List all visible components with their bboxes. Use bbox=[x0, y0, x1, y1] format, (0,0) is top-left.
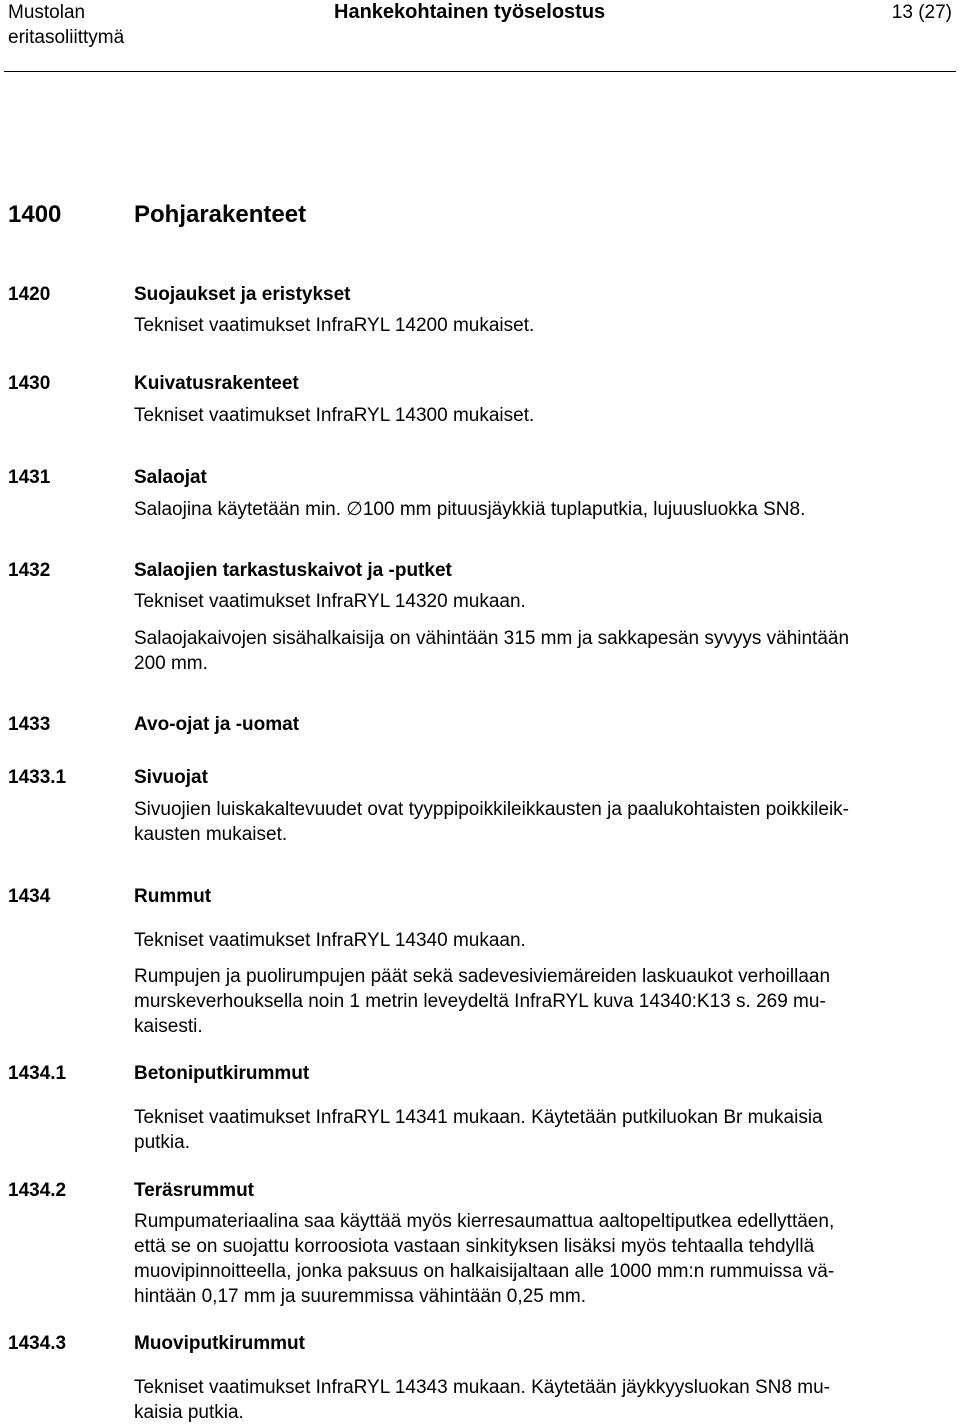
section-title-1400: Pohjarakenteet bbox=[134, 201, 307, 228]
text-line: Sivuojien luiskakaltevuudet ovat tyyppipoikkileikkausten ja paalukohtaisten poikkileik- bbox=[134, 799, 850, 820]
text-line: Tekniset vaatimukset InfraRYL 14343 mukaan. Käytetään jäykkyysluokan SN8 mu- bbox=[134, 1377, 830, 1398]
text-line: että se on suojattu korroosiota vastaan sinkityksen lisäksi myös tehtaalla tehdyllä bbox=[134, 1236, 815, 1257]
section-text-1434-1 bbox=[134, 1105, 823, 1155]
section-title-1431: Salaojat bbox=[134, 467, 207, 488]
section-number-1434-1: 1434.1 bbox=[8, 1063, 67, 1084]
section-text-1432-b bbox=[134, 626, 849, 676]
section-title-1434: Rummut bbox=[134, 886, 212, 907]
section-title-1433: Avo-ojat ja -uomat bbox=[134, 714, 300, 735]
section-text-1434-3 bbox=[134, 1375, 830, 1425]
section-text-1433-1 bbox=[134, 797, 849, 847]
text-line: hintään 0,17 mm ja suuremmissa vähintään 0,25 mm. bbox=[134, 1286, 586, 1307]
text-line: kaisesti. bbox=[134, 1016, 203, 1037]
section-number-1432: 1432 bbox=[8, 560, 51, 581]
section-number-1430: 1430 bbox=[8, 373, 51, 394]
section-title-1432: Salaojien tarkastuskaivot ja -putket bbox=[134, 560, 452, 581]
section-title-1434-3: Muoviputkirummut bbox=[134, 1333, 305, 1354]
section-number-1434: 1434 bbox=[8, 886, 51, 907]
text-line: 200 mm. bbox=[134, 653, 208, 674]
section-title-1434-2: Teräsrummut bbox=[134, 1180, 255, 1201]
text-line: kaisia putkia. bbox=[134, 1402, 244, 1423]
section-number-1431: 1431 bbox=[8, 467, 51, 488]
section-number-1434-3: 1434.3 bbox=[8, 1333, 67, 1354]
section-title-1433-1: Sivuojat bbox=[134, 767, 208, 788]
section-text-1420: Tekniset vaatimukset InfraRYL 14200 mukaiset. bbox=[134, 315, 535, 336]
text-line: Salaojakaivojen sisähalkaisija on vähintään 315 mm ja sakkapesän syvyys vähintään bbox=[134, 628, 850, 649]
text-line: Rumpumateriaalina saa käyttää myös kierresaumattua aaltopeltiputkea edellyttäen, bbox=[134, 1211, 835, 1232]
section-title-1430: Kuivatusrakenteet bbox=[134, 373, 299, 394]
section-text-1432-a: Tekniset vaatimukset InfraRYL 14320 mukaan. bbox=[134, 591, 526, 612]
header-divider bbox=[4, 71, 956, 72]
section-text-1434-a: Tekniset vaatimukset InfraRYL 14340 mukaan. bbox=[134, 930, 526, 951]
header-page-number: 13 (27) bbox=[891, 2, 952, 23]
section-number-1400: 1400 bbox=[8, 201, 62, 228]
header-company-line2: eritasoliittymä bbox=[8, 27, 125, 48]
text-line: muovipinnoitteella, jonka paksuus on halkaisijaltaan alle 1000 mm:n rummuissa vä- bbox=[134, 1261, 835, 1282]
text-line: Rumpujen ja puolirumpujen päät sekä sadevesiviemäreiden laskuaukot verhoillaan bbox=[134, 966, 831, 987]
section-text-1431: Salaojina käytetään min. ∅100 mm pituusjäykkiä tuplaputkia, lujuusluokka SN8. bbox=[134, 499, 806, 520]
section-title-1434-1: Betoniputkirummut bbox=[134, 1063, 310, 1084]
text-line: Tekniset vaatimukset InfraRYL 14341 mukaan. Käytetään putkiluokan Br mukaisia bbox=[134, 1107, 823, 1128]
text-line: kausten mukaiset. bbox=[134, 824, 288, 845]
section-title-1420: Suojaukset ja eristykset bbox=[134, 284, 351, 305]
section-number-1420: 1420 bbox=[8, 284, 51, 305]
section-text-1434-2 bbox=[134, 1209, 834, 1309]
section-number-1433-1: 1433.1 bbox=[8, 767, 67, 788]
text-line: putkia. bbox=[134, 1132, 190, 1153]
text-line: murskeverhouksella noin 1 metrin leveydeltä InfraRYL kuva 14340:K13 s. 269 mu- bbox=[134, 991, 826, 1012]
section-text-1434-b bbox=[134, 964, 830, 1039]
section-text-1430: Tekniset vaatimukset InfraRYL 14300 mukaiset. bbox=[134, 405, 535, 426]
header-company-line1: Mustolan bbox=[8, 2, 86, 23]
header-document-title: Hankekohtainen työselostus bbox=[334, 1, 606, 23]
section-number-1433: 1433 bbox=[8, 714, 51, 735]
header-company bbox=[8, 0, 124, 50]
section-number-1434-2: 1434.2 bbox=[8, 1180, 67, 1201]
